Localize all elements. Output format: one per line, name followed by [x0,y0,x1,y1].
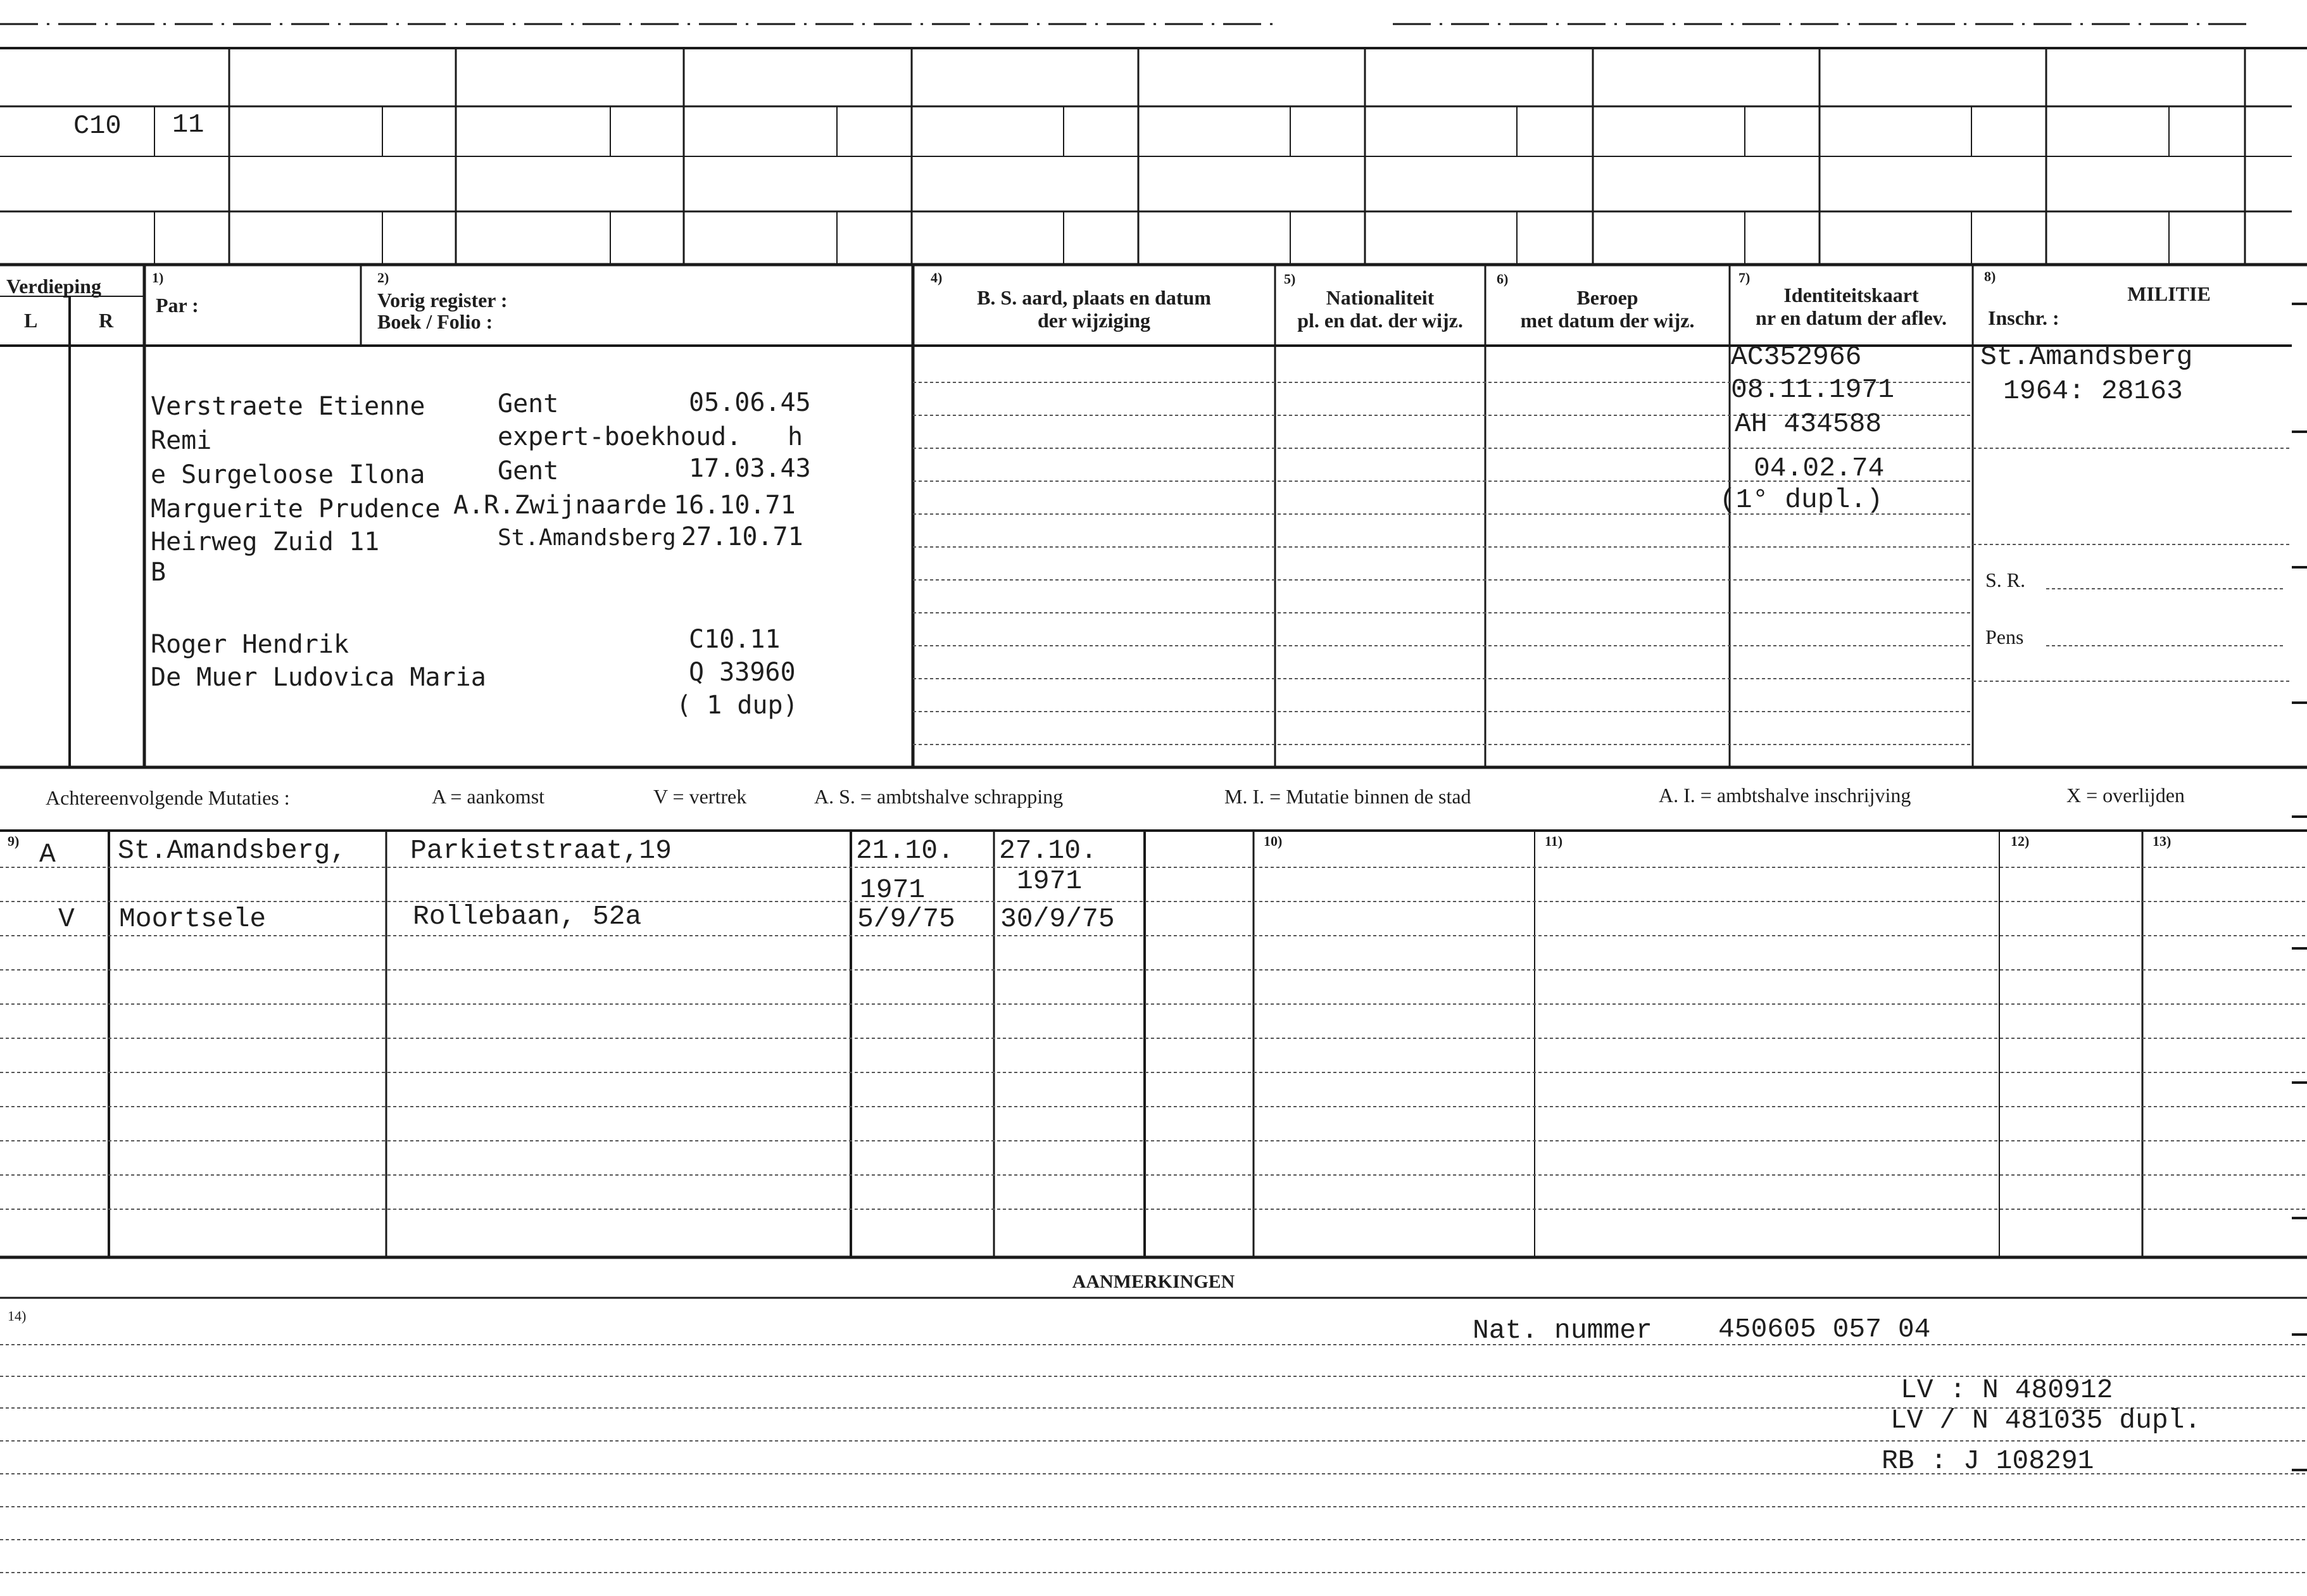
person-line1-place: Gent [498,389,559,418]
sr-label: S. R. [1985,569,2026,591]
idcard-header-line2: nr en datum der aflev. [1756,306,1947,329]
note-12-marker: 12) [2011,833,2030,849]
mutation-row2-date1: 5/9/75 [857,903,955,934]
militie-place: St.Amandsberg [1980,341,2193,372]
legend-ai: A. I. = ambtshalve inschrijving [1659,784,1911,807]
lv-number-2: LV / N 481035 dupl. [1890,1405,2201,1436]
bs-header-line1: B. S. aard, plaats en datum [977,286,1211,309]
vorig-register-label: Vorig register : [377,289,508,311]
register-code-a: C10 [73,111,122,141]
mutation-row1-street: Parkietstraat,19 [410,835,672,866]
person-line2-mark: h [788,422,803,451]
person-line4-date: 16.10.71 [674,491,796,520]
person-line2-name: Remi [151,426,212,455]
national-number-label: Nat. nummer [1473,1315,1652,1346]
boek-folio-label: Boek / Folio : [377,310,493,333]
note-2-marker: 2) [377,270,389,286]
idcard-header-line1: Identiteitskaart [1783,284,1919,306]
person-line2-profession: expert-boekhoud. [498,422,742,451]
idcard-number-1: AC352966 [1731,341,1862,372]
legend-mi: M. I. = Mutatie binnen de stad [1224,785,1471,808]
note-5-marker: 5) [1284,271,1296,287]
nationality-header-line2: pl. en dat. der wijz. [1297,309,1463,332]
person-line1-date: 05.06.45 [689,388,811,417]
mutation-row1-year1: 1971 [860,874,926,905]
mutation-row1-date2: 27.10. [999,835,1097,866]
par-label: Par : [156,294,199,317]
rb-number: RB : J 108291 [1882,1445,2094,1476]
person-line1-name: Verstraete Etienne [151,392,425,421]
person-b-dup: ( 1 dup) [676,691,798,720]
profession-header-line1: Beroep [1576,286,1638,309]
person-line3-name: e Surgeloose Ilona [151,460,425,489]
person-b-name2: De Muer Ludovica Maria [151,663,486,692]
note-4-marker: 4) [931,270,943,286]
person-line5-place: St.Amandsberg [498,525,676,551]
idcard-duplicate-note: (1° dupl.) [1719,484,1883,515]
note-14-marker: 14) [8,1308,27,1324]
legend-as: A. S. = ambtshalve schrapping [814,785,1064,808]
person-b-name1: Roger Hendrik [151,630,349,659]
note-1-marker: 1) [152,270,164,286]
mutation-row1-place: St.Amandsberg, [118,835,347,866]
mutation-row2-date2: 30/9/75 [1000,903,1115,934]
nationality-header-line1: Nationaliteit [1326,286,1435,309]
person-line4-place: A.R.Zwijnaarde [453,491,667,520]
note-7-marker: 7) [1738,270,1751,286]
lv-number-1: LV : N 480912 [1901,1374,2113,1405]
pens-label: Pens [1985,625,2024,648]
note-10-marker: 10) [1264,833,1283,849]
mutation-row1-year2: 1971 [1017,865,1083,896]
militie-header: MILITIE [2127,282,2211,305]
idcard-date-1: 08.11.1971 [1731,374,1895,405]
mutation-row1-date1: 21.10. [856,835,954,866]
inschr-label: Inschr. : [1988,306,2059,329]
mutation-row2-street: Rollebaan, 52a [413,901,642,932]
verdieping-label: Verdieping [6,275,101,298]
verdieping-r-label: R [99,309,114,332]
profession-header-line2: met datum der wijz. [1520,309,1695,332]
idcard-number-2: AH 434588 [1735,408,1882,439]
verdieping-l-label: L [24,309,38,332]
legend-x: X = overlijden [2066,784,2185,807]
national-number-value: 450605 057 04 [1718,1314,1931,1345]
person-b-label: B [151,558,167,587]
note-6-marker: 6) [1497,271,1509,287]
note-13-marker: 13) [2153,833,2172,849]
mutation-row1-type: A [39,839,56,870]
note-9-marker: 9) [8,833,20,849]
legend-a: A = aankomst [432,785,545,808]
bs-header-line2: der wijziging [1037,309,1151,332]
person-line5-date: 27.10.71 [681,522,803,551]
note-8-marker: 8) [1984,268,1996,284]
legend-v: V = vertrek [653,785,747,808]
militie-number: 1964: 28163 [2003,375,2183,406]
mutation-row2-type: V [58,903,75,934]
person-line4-name: Marguerite Prudence [151,494,441,524]
person-line3-place: Gent [498,456,559,486]
person-b-code: C10.11 [689,625,781,654]
register-code-b: 11 [172,110,204,140]
note-11-marker: 11) [1545,833,1563,849]
legend-title: Achtereenvolgende Mutaties : [46,786,290,809]
person-line5-address: Heirweg Zuid 11 [151,527,380,556]
person-b-ref: Q 33960 [689,658,796,687]
mutation-row2-place: Moortsele [119,903,267,934]
person-line3-date: 17.03.43 [689,454,811,483]
remarks-title: AANMERKINGEN [1072,1271,1235,1292]
idcard-date-2: 04.02.74 [1754,453,1885,484]
